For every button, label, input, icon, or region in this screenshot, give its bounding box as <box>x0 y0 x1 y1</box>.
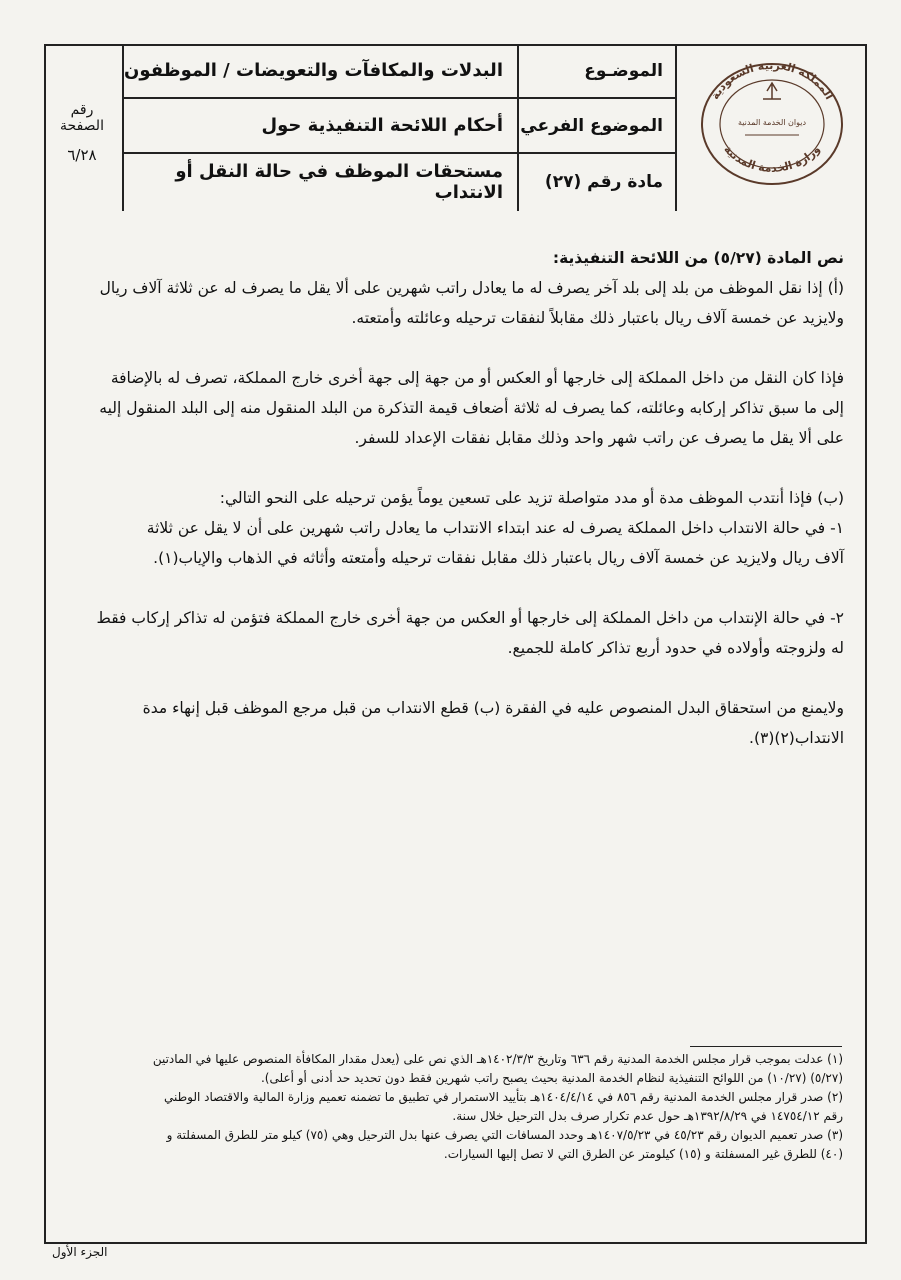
para-e-line-1: ولايمنع من استحقاق البدل المنصوص عليه في الفقرة (ب) قطع الانتداب من قبل مرجع الموظف قبل إنهاء مدة <box>142 699 844 717</box>
footnote-3-line-1: (٣) صدر تعميم الديوان رقم ٤٥/٢٣ في ١٤٠٧/٥/٢٣هـ وحدد المسافات التي يصرف عنها بدل الترحيل وهي (٧٥) كيلو متر للطرق المسفلتة و <box>166 1128 843 1142</box>
footnote-1-line-1: (١) عدلت بموجب قرار مجلس الخدمة المدنية رقم ٦٣٦ وتاريخ ١٤٠٢/٣/٣هـ الذي نص على (يعدل مقدار المكافأة المنصوص عليها في المادتين <box>152 1052 843 1066</box>
article-number-label: مادة رقم (٢٧) <box>544 171 663 192</box>
seal-center-text: ديوان الخدمة المدنية <box>737 118 807 127</box>
footnote-2-line-1: (٢) صدر قرار مجلس الخدمة المدنية رقم ٨٥٦ في ١٤٠٤/٤/١٤هـ بتأييد الاستمرار في تطبيق ما تضمنه تعميم وزارة المالية والاقتصاد الوطني <box>164 1090 843 1104</box>
footnote-2-line-2: رقم ١٤٧٥٤/١٢ في ١٣٩٢/٨/٢٩هـ حول عدم تكرار صرف بدل الترحيل خلال سنة. <box>452 1109 843 1123</box>
para-a-line-2: ولايزيد عن خمسة آلاف ريال باعتبار ذلك مقابلاً لنفقات ترحيله وعائلته وأمتعته. <box>351 309 844 327</box>
page-label-2: الصفحة <box>60 118 104 134</box>
seal-top-text: المملكة العربية السعودية <box>708 59 836 102</box>
document-header <box>44 44 867 211</box>
header-values <box>122 44 517 211</box>
footnotes <box>60 1050 843 1164</box>
para-b-line-2: إلى ما سبق تذاكر إركابه وعائلته، كما يصرف له ثلاثة أضعاف قيمة التذكرة من البلد المنقول منه إلى البلد المنقول إليه <box>99 399 844 417</box>
article-body <box>64 243 844 753</box>
footnote-divider <box>690 1046 842 1047</box>
article-title-value: مستحقات الموظف في حالة النقل أو الانتداب <box>175 160 503 203</box>
sub-subject-label: الموضوع الفرعي <box>520 115 663 136</box>
para-a-line-1: (أ) إذا نقل الموظف من بلد إلى بلد آخر يصرف له ما يعادل راتب شهرين على ألا يقل ما يصرف له عن ثلاثة آلاف ريال <box>99 279 844 297</box>
footnote-3-line-2: (٤٠) للطرق غير المسفلتة و (١٥) كيلومتر عن الطرق التي لا تصل إليها السيارات. <box>443 1147 843 1161</box>
para-c-line-3: آلاف ريال ولايزيد عن خمسة آلاف ريال باعتبار ذلك مقابل نفقات ترحيله وأمتعته وأثاثه في الذهاب والإياب(١). <box>153 549 844 567</box>
sub-subject-value: أحكام اللائحة التنفيذية حول <box>261 115 503 136</box>
para-b-line-1: فإذا كان النقل من داخل المملكة إلى خارجها أو العكس أو من جهة إلى جهة أخرى خارج المملكة، تصرف له بالإضافة <box>110 369 844 387</box>
ministry-seal-icon <box>697 59 847 189</box>
svg-text:وزارة الخدمة المدنية <box>721 143 823 175</box>
para-d-line-2: له ولزوجته وأولاده في حدود أربع تذاكر كاملة للجميع. <box>507 639 844 657</box>
para-b-line-3: على ألا يقل ما يصرف عن راتب شهر واحد وذلك مقابل نفقات الإعداد للسفر. <box>354 429 844 447</box>
para-e-line-2: الانتداب(٢)(٣). <box>749 729 844 747</box>
header-labels <box>517 44 675 211</box>
footer-part-label: الجزء الأول <box>52 1245 108 1259</box>
footnote-1-line-2: (٥/٢٧) (١٠/٢٧) من اللوائح التنفيذية لنظام الخدمة المدنية بحيث يصبح راتب شهرين فقط دون تحديد حد أدنى أو أعلى). <box>260 1071 843 1085</box>
subject-label: الموضـوع <box>584 60 663 81</box>
page-number-box <box>44 44 120 211</box>
seal-box <box>675 44 867 211</box>
para-c-line-1: (ب) فإذا أنتدب الموظف مدة أو مدد متواصلة تزيد على تسعين يوماً يؤمن ترحيله على النحو التالي: <box>219 489 844 507</box>
para-c-line-2: ١- في حالة الانتداب داخل المملكة يصرف له عند ابتداء الانتداب ما يعادل راتب شهرين على أن لا يقل عن ثلاثة <box>146 519 844 537</box>
para-d-line-1: ٢- في حالة الإنتداب من داخل المملكة إلى خارجها أو العكس من جهة أخرى خارج المملكة فتؤمن له تذاكر إركاب فقط <box>96 609 844 627</box>
page-number: ٦/٢٨ <box>67 146 97 164</box>
article-heading: نص المادة (٥/٢٧) من اللائحة التنفيذية: <box>552 249 844 267</box>
seal-bottom-text: وزارة الخدمة المدنية <box>721 142 823 175</box>
page-label-1: رقم <box>70 102 94 118</box>
subject-value: البدلات والمكافآت والتعويضات / الموظفون <box>124 60 503 81</box>
